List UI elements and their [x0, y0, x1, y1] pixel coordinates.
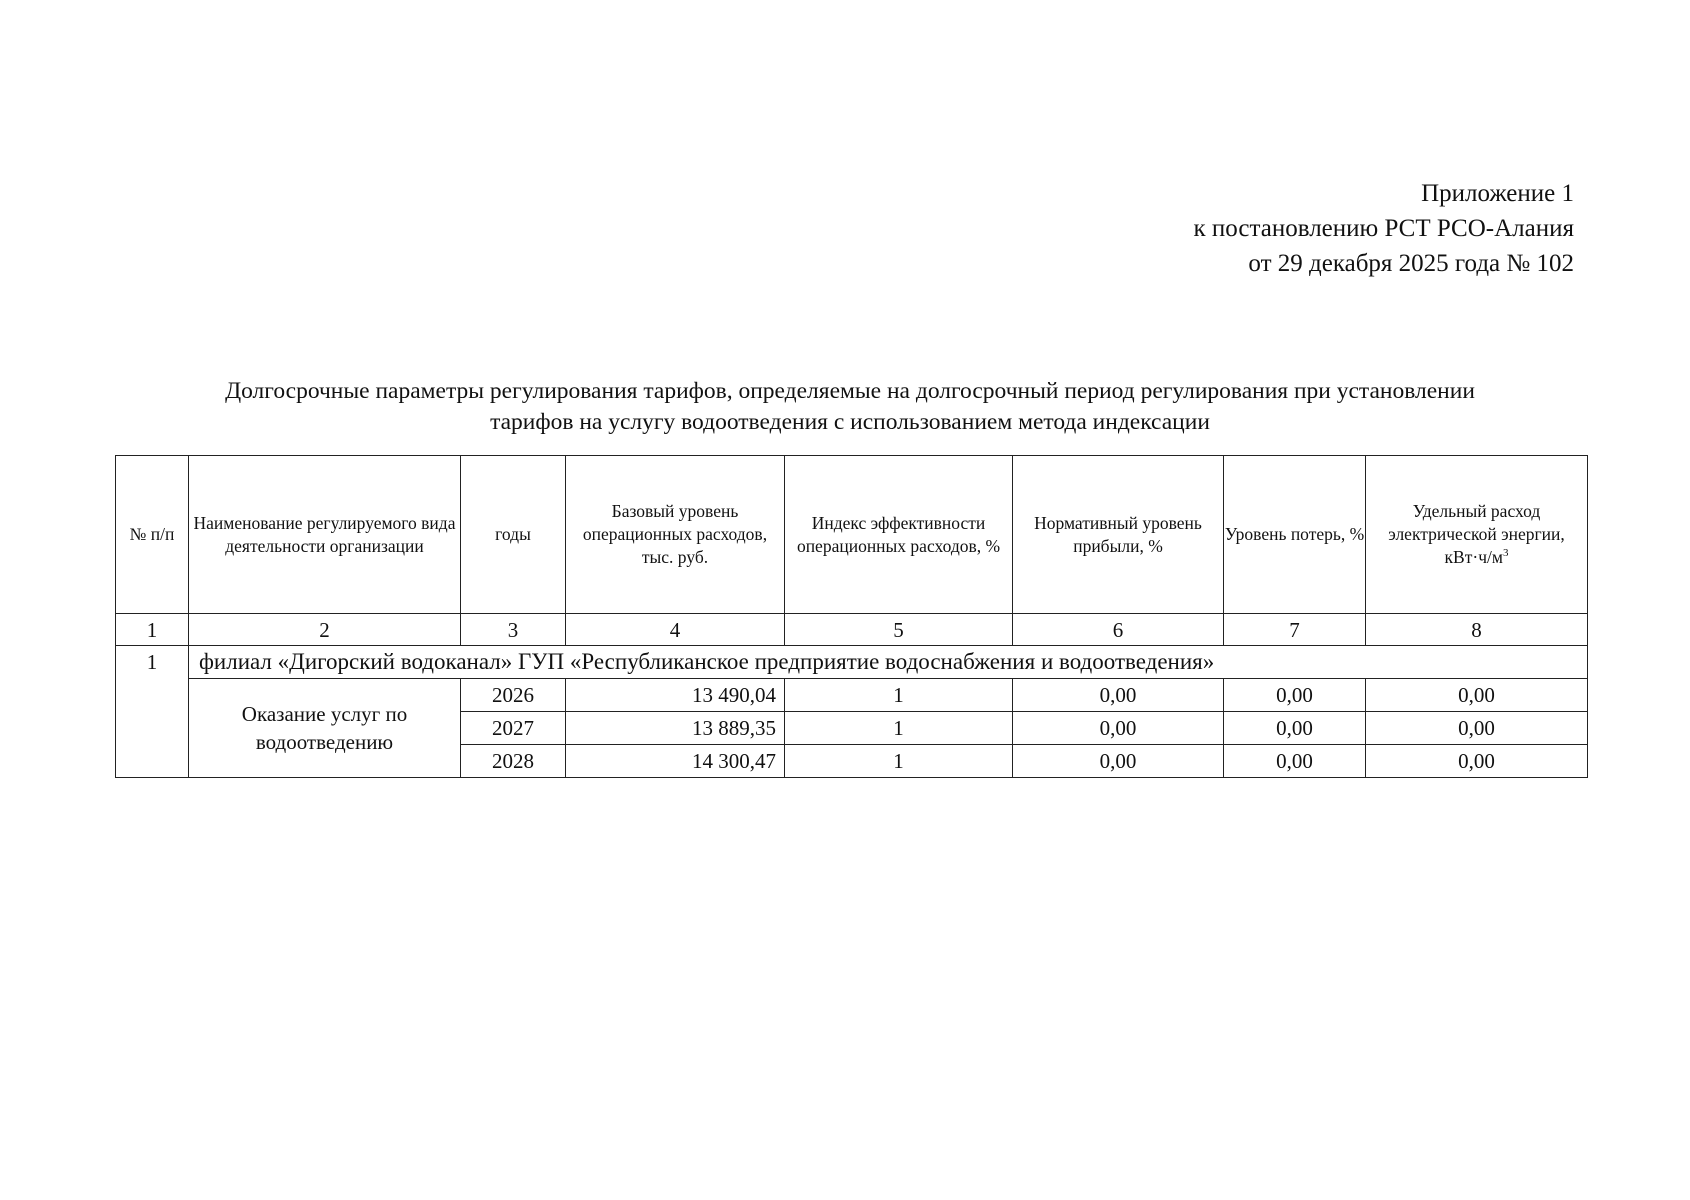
header-energy-consumption	[1366, 456, 1588, 614]
row-number: 1	[116, 646, 189, 778]
organization-name: филиал «Дигорский водоканал» ГУП «Республиканское предприятие водоснабжения и водоотведения»	[189, 646, 1588, 679]
profit-level-cell: 0,00	[1013, 712, 1224, 745]
header-profit-level: Нормативный уровень прибыли, %	[1013, 456, 1224, 614]
profit-level-cell: 0,00	[1013, 679, 1224, 712]
base-costs-cell: 13 889,35	[566, 712, 785, 745]
year-cell: 2026	[461, 679, 566, 712]
efficiency-index-cell: 1	[785, 712, 1013, 745]
energy-consumption-cell: 0,00	[1366, 745, 1588, 778]
header-activity: Наименование регулируемого вида деятельности организации	[189, 456, 461, 614]
organization-row	[116, 646, 1588, 679]
column-number: 1	[116, 614, 189, 646]
energy-consumption-cell: 0,00	[1366, 712, 1588, 745]
column-number: 6	[1013, 614, 1224, 646]
base-costs-cell: 13 490,04	[566, 679, 785, 712]
activity-name: Оказание услуг по водоотведению	[189, 679, 461, 778]
efficiency-index-cell: 1	[785, 679, 1013, 712]
profit-level-cell: 0,00	[1013, 745, 1224, 778]
energy-consumption-cell: 0,00	[1366, 679, 1588, 712]
efficiency-index-cell: 1	[785, 745, 1013, 778]
table-row	[116, 679, 1588, 712]
table-header-row	[116, 456, 1588, 614]
base-costs-cell: 14 300,47	[566, 745, 785, 778]
loss-level-cell: 0,00	[1224, 745, 1366, 778]
column-number: 7	[1224, 614, 1366, 646]
header-efficiency-index: Индекс эффективности операционных расходов, %	[785, 456, 1013, 614]
year-cell: 2028	[461, 745, 566, 778]
year-cell: 2027	[461, 712, 566, 745]
appendix-reference	[1194, 176, 1574, 281]
header-energy-label: Удельный расход электрической энергии, кВт·ч/м	[1388, 501, 1565, 567]
column-number-row	[116, 614, 1588, 646]
column-number: 2	[189, 614, 461, 646]
header-row-number: № п/п	[116, 456, 189, 614]
header-loss-level: Уровень потерь, %	[1224, 456, 1366, 614]
document-title	[110, 376, 1590, 438]
tariff-parameters-table	[115, 455, 1588, 778]
column-number: 8	[1366, 614, 1588, 646]
appendix-number: Приложение 1	[1421, 180, 1574, 207]
appendix-date: от 29 декабря 2025 года № 102	[1248, 250, 1574, 277]
header-energy-unit-exponent: 3	[1502, 547, 1509, 560]
column-number: 3	[461, 614, 566, 646]
column-number: 4	[566, 614, 785, 646]
column-number: 5	[785, 614, 1013, 646]
document-title-line-2: тарифов на услугу водоотведения с использованием метода индексации	[490, 409, 1210, 435]
header-year: годы	[461, 456, 566, 614]
loss-level-cell: 0,00	[1224, 712, 1366, 745]
loss-level-cell: 0,00	[1224, 679, 1366, 712]
header-base-costs: Базовый уровень операционных расходов, тыс. руб.	[566, 456, 785, 614]
appendix-decree: к постановлению РСТ РСО-Алания	[1193, 215, 1574, 242]
document-title-line-1: Долгосрочные параметры регулирования тарифов, определяемые на долгосрочный период регулирования при установлении	[225, 378, 1475, 404]
